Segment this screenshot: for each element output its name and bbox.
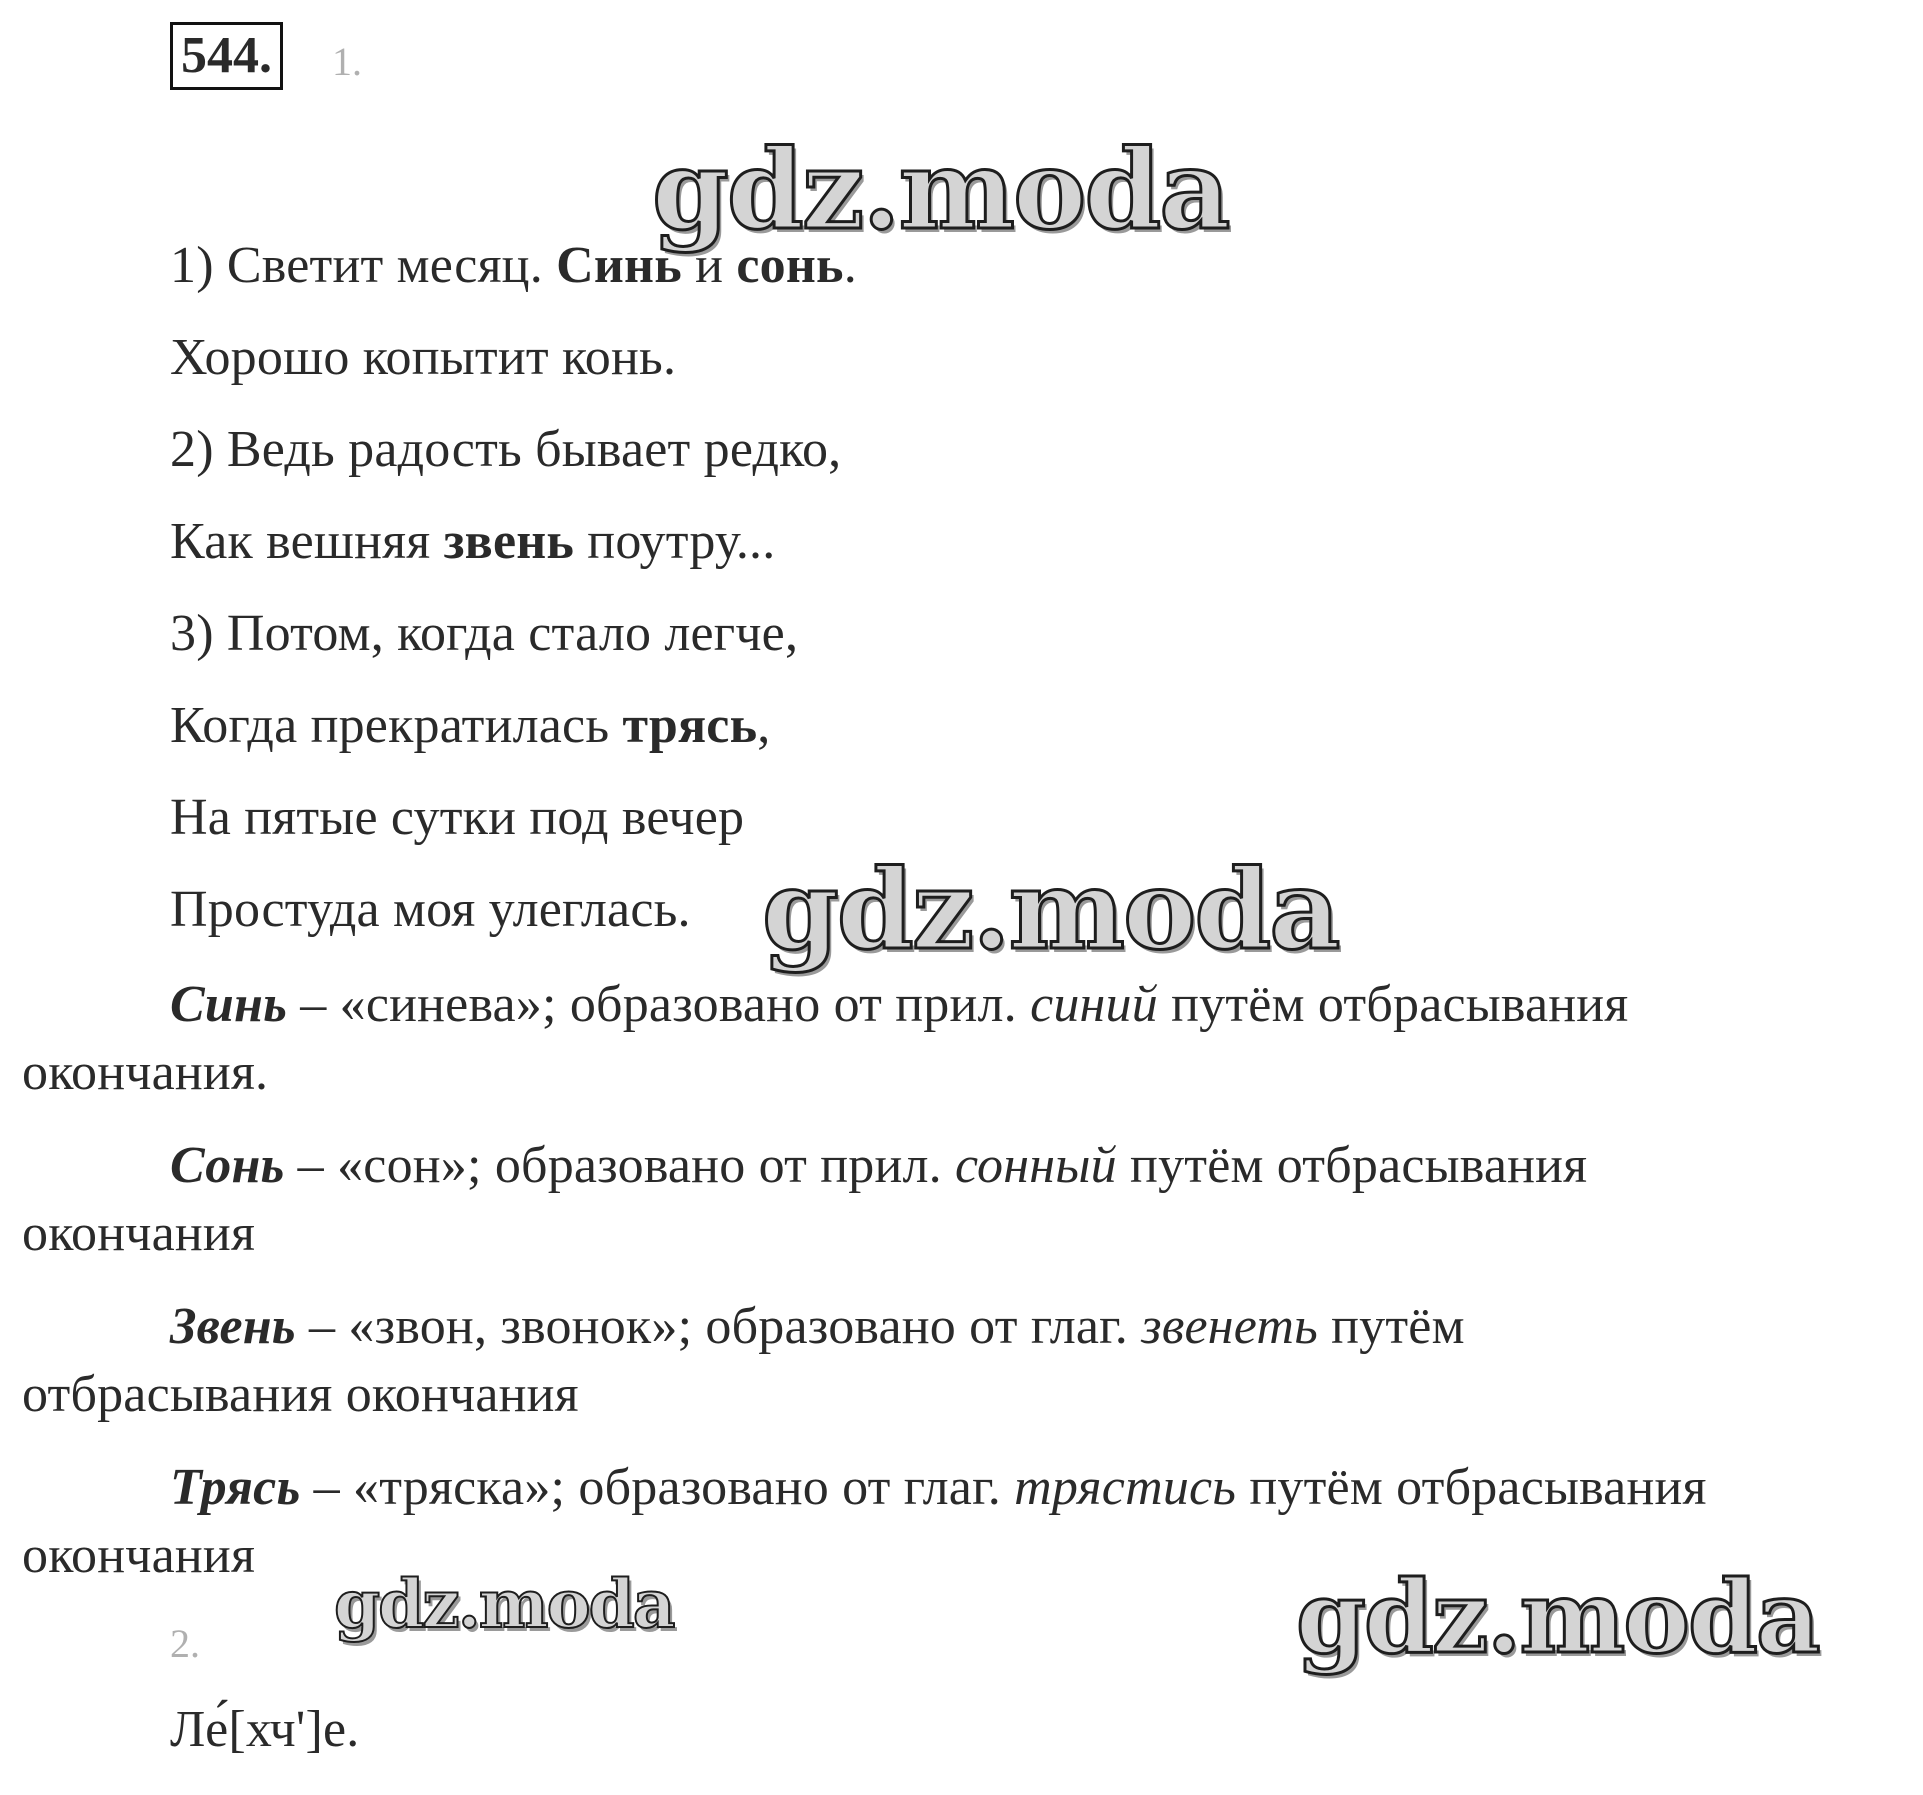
watermark-logo: gdz.moda — [1296, 1558, 1819, 1676]
watermark-logo: gdz.moda — [652, 125, 1229, 254]
bold-word-tryas: трясь — [622, 697, 758, 754]
watermark-logo: gdz.moda — [334, 1565, 674, 1643]
poem-line-5: 3) Потом, когда стало легче, — [170, 605, 799, 662]
bold-word-sin: Синь — [556, 237, 682, 294]
definition-3-line-2: отбрасывания окончания — [22, 1366, 579, 1423]
poem-line-4: Как вешняя звень поутру... — [170, 513, 776, 570]
poem-line-6: Когда прекратилась трясь, — [170, 697, 771, 754]
watermark-logo: gdz.moda — [762, 845, 1339, 974]
part-1-label: 1. — [332, 39, 362, 84]
poem-line-2: Хорошо копытит конь. — [170, 329, 677, 386]
poem-line-8: Простуда моя улеглась. — [170, 881, 691, 938]
definition-4-line-1: Трясь – «тряска»; образовано от глаг. трястись путём отбрасывания — [170, 1459, 1707, 1516]
poem-line-1: 1) Светит месяц. Синь и сонь. — [170, 237, 857, 294]
definition-4-line-2: окончания — [22, 1527, 256, 1584]
definition-1-line-1: Синь – «синева»; образовано от прил. синий путём отбрасывания — [170, 976, 1629, 1033]
definition-3-line-1: Звень – «звон, звонок»; образовано от глаг. звенеть путём — [170, 1298, 1465, 1355]
bold-word-zven: звень — [443, 513, 575, 570]
task-number: 544. — [170, 22, 283, 90]
definition-1-line-2: окончания. — [22, 1044, 269, 1101]
definition-2-line-2: окончания — [22, 1205, 256, 1262]
part-2-label: 2. — [170, 1621, 200, 1666]
bold-word-son: сонь — [736, 237, 844, 294]
poem-line-7: На пятые сутки под вечер — [170, 789, 745, 846]
poem-line-3: 2) Ведь радость бывает редко, — [170, 421, 842, 478]
transcription-line: Ле́[хч']е. — [170, 1701, 360, 1758]
definition-2-line-1: Сонь – «сон»; образовано от прил. сонный путём отбрасывания — [170, 1137, 1588, 1194]
